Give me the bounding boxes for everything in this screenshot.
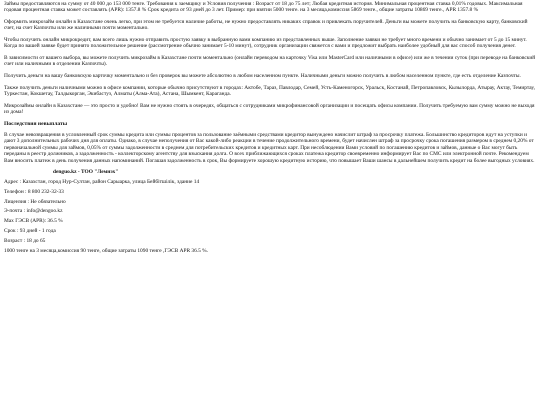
convenience-paragraph: Микрозаймы онлайн в Казахстане — это просто и удобно! Вам не нужно стоять в очередях, общаться с сотрудниками микрофинансовой организации и посещать офисы компании. Получить требуемую вам сумму можно не выходя из дома! [4,102,535,115]
company-term: Срок : 93 дней - 1 года [4,228,56,234]
company-title: denguo.kz - ТОО "Лемнэх" [53,169,119,176]
section-heading: Последствия невыплаты [4,120,68,127]
application-process-paragraph: Чтобы получить онлайн микрокредит, вам всего лишь нужно отправить простую заявку в выбранную вами компанию из представленных выше. Заполнение заявки не требует много времени и обычно занимает от 5 до 15 минут. Когда по вашей заявке будет принято положительное решение (рассмотрение обычно занимает 5-10 минут), сотрудник организации свяжется с вами и предложит выбрать наиболее удобный для вас способ получения денег. [4,37,527,50]
default-consequences-paragraph: В случае невозвращения в условленный срок суммы кредита или суммы процентов за пользование заёмными средствами кредитор вынуждено начислит штраф за просрочку платежа. Большинство кредиторов идут на уступки и дают 3 дополнительных рабочих дня для оплаты. Однако, в случае неполучения от Вас какой-либо реакции в течение продолжительного времени, будет начислен штраф за просрочку срока погашения размером в среднем 0,20% от первоначальной суммы для займов, 0,05% от суммы задолженности в среднем для потребительских кредитов и кредитных карт. При несоблюдении Вами условий по погашению кредитов и займов, данные о Вас могут быть переданы в реестр должников, а задолженность - коллекторскому агентству для взыскания долга. О всех приближающихся сроках платежа кредитор своевременно информирует Вас по СМС или электронной почте. Рекомендуем Вам вносить платеж в день получения данных напоминаний. Погашая задолженность в срок, Вы формируете хорошую кредитную историю, что повышает Ваши шансы в дальнейшем получить кредит на более выгодных условиях. [4,132,535,164]
cities-paragraph: Также получить деньги наличными можно в офисе компании, которые обычно присутствуют в городах: Актобе, Тараз, Павлодар, Семей, Усть-Каменогорск, Уральск, Костанай, Петропавловск, Кызылорда, Атырау, Актау, Темиртау, Туркестан, Кокшетау, Талдыкорган, Экибастуз, Алматы (Алма-Ата), Астана, Шымкент, Караганда. [4,84,535,97]
loan-terms-paragraph: Займы предоставляются на сумму от 40 000 до 153 000 тенге. Требования к заемщику и Условия получения : Возраст от 18 до 75 лет; Любая кредитная история. Минимальная процентная ставка 0,01% годовых. Максимальная годовая процентная ставка может составлять (APR): 1357.8 % Срок кредита от 93 дней до 3 лет. Пример: при взятии 5000 тенге. на 3 месяца,комиссия 5869 тенге., общие затраты 10869 тенге., APR 1357.8 % [4,1,523,14]
company-license: Лицензия : Не обязательно [4,198,66,205]
microloan-intro-paragraph: Оформить микрозайм онлайн в Казахстане очень легко, при этом не требуется наличие работы, не нужно предоставлять никаких справок и привлекать поручителей. Деньги вы можете получить на банковскую карту, банковский счет, на счет Казпочты или же наличными почти моментально. [4,19,528,32]
company-max-apr: Мах ГЭСВ (APR): 36.5 % [4,218,63,225]
company-example: 1000 тенге на 3 месяца,комиссия 90 тенге, общие затраты 1090 тенге ,ГЭСВ APR 36.5 %. [4,247,209,254]
company-address: Адрес : Казахстан, город Нур-Султан, район Сарыарка, улица Бейбітшілік, здание 14 [4,179,200,186]
company-phone: Телефон : 8 800 232-32-33 [4,188,64,195]
company-age: Возраст : 18 до 65 [4,237,46,244]
payout-options-paragraph: В зависимости от вашего выбора, вы можете получить микрозайм в Казахстане почти моментально (онлайн переводом на карточку Visa или MasterCard или наличными в офисе) или же в течении суток (при переводе на банковский счет или наличными в отделении Казпочты). [4,55,536,68]
company-info [4,169,536,254]
company-email: Э-почта : info@dengoo.kz [4,208,63,215]
card-payout-paragraph: Получить деньги на вашу банковскую карточку моментально и без проверок вы можете абсолютно в любом населенном пункте. Наличными деньги можно получить в любом населенном пункте, где есть отделение Казпочты. [4,73,521,79]
